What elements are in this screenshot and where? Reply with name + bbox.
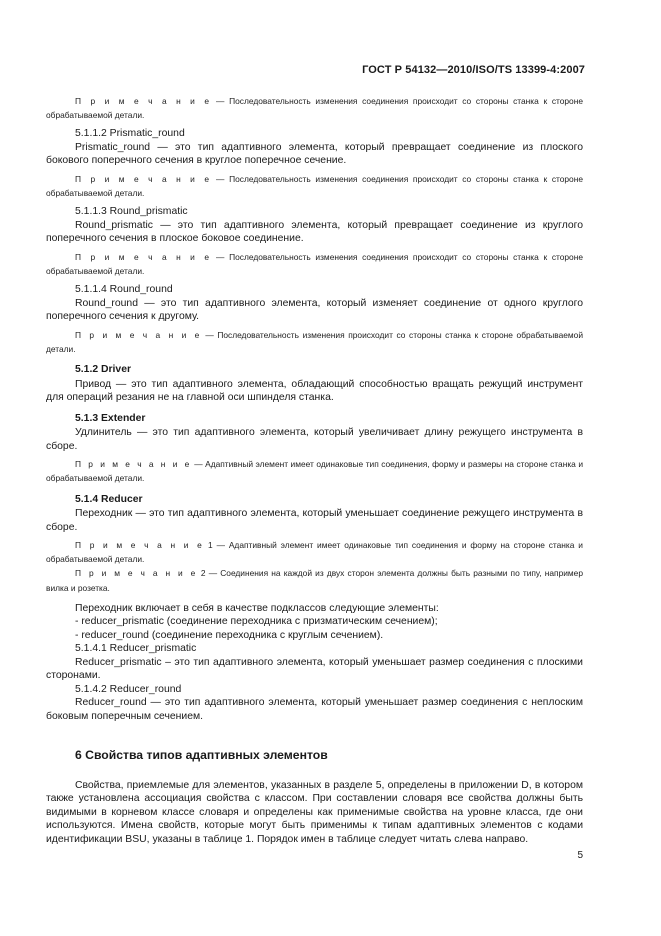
list-item: - reducer_prismatic (соединение переходника с призматическим сечением); — [75, 616, 438, 628]
section-heading: 5.1.2 Driver — [75, 364, 132, 376]
section-heading: 5.1.1.4 Round_round — [75, 284, 173, 296]
paragraph: Свойства, приемлемые для элементов, указанных в разделе 5, определены в приложении D, в котором также установлена ассоциация свойства с классом. При составлении словаря все свойства должны быть видимыми в корневом классе словаря и определены как применимые свойства на уровне класса, где они используются. Имена свойств, которые могут быть применимы к типам адаптивных элементов с кодами идентификации BSU, указаны в таблице 1. Порядок имен в таблице следует читать слева направо. — [46, 779, 583, 845]
note-label: П р и м е ч а н и е — [75, 568, 198, 579]
section-heading: 5.1.1.3 Round_prismatic — [75, 206, 188, 218]
note: П р и м е ч а н и е — Последовательность изменения происходит со стороны станка к стороне обрабатываемой детали. — [46, 329, 584, 354]
section-heading: 5.1.4.2 Reducer_round — [75, 683, 182, 695]
paragraph: Prismatic_round — это тип адаптивного элемента, который превращает соединение из плоского бокового поперечного сечения в круглое поперечное сечение. — [46, 141, 583, 167]
note: П р и м е ч а н и е — Адаптивный элемент имеет одинаковые тип соединения, форму и размеры на стороне станка и обрабатываемой детали. — [46, 459, 584, 484]
note-text: Последовательность изменения происходит со стороны станка к стороне обрабатываемой детали. — [46, 329, 584, 354]
note-text: Адаптивный элемент имеет одинаковые тип соединения и форму на стороне станка и обрабатываемой детали. — [46, 540, 583, 565]
section-heading: 5.1.3 Extender — [75, 412, 146, 424]
section-heading: 5.1.1.2 Prismatic_round — [75, 128, 185, 140]
note-label: П р и м е ч а н и е — [75, 173, 212, 184]
subclass-list — [46, 615, 583, 642]
paragraph: Привод — это тип адаптивного элемента, обладающий способностью вращать режущий инструмент для операций резания не на главной оси шпинделя станка. — [46, 378, 583, 404]
paragraph: Round_round — это тип адаптивного элемента, который изменяет соединение от одного круглого поперечного сечения к другому. — [46, 297, 583, 323]
page-number: 5 — [577, 850, 583, 861]
note-number: 2 — [197, 568, 206, 579]
section-heading: 5.1.4 Reducer — [75, 493, 143, 505]
paragraph: Reducer_round — это тип адаптивного элемента, который уменьшает размер соединения с неплоским боковым поперечным сечением. — [46, 697, 583, 722]
note-text: Последовательность изменения соединения происходит со стороны станка к стороне обрабатываемой детали. — [46, 251, 583, 277]
page-content — [46, 94, 583, 846]
paragraph: Reducer_prismatic – это тип адаптивного элемента, который уменьшает размер соединения с плоскими сторонами. — [46, 656, 583, 682]
section-heading: 6 Свойства типов адаптивных элементов — [75, 748, 328, 763]
section-heading: 5.1.4.1 Reducer_prismatic — [75, 643, 197, 655]
note-text: Последовательность изменения соединения происходит со стороны станка к стороне обрабатываемой детали. — [46, 96, 583, 121]
note-text: Соединения на каждой из двух сторон элемента должны быть разными по типу, например вилка и розетка. — [46, 568, 583, 593]
note: П р и м е ч а н и е — Последовательность изменения соединения происходит со стороны станка к стороне обрабатываемой детали. — [46, 96, 583, 121]
note-label: П р и м е ч а н и е — [75, 96, 212, 106]
note-text: Последовательность изменения соединения происходит со стороны станка к стороне обрабатываемой детали. — [46, 173, 583, 199]
note-label: П р и м е ч а н и е — [75, 540, 205, 551]
note: П р и м е ч а н и е — Последовательность изменения соединения происходит со стороны станка к стороне обрабатываемой детали. — [46, 251, 583, 277]
paragraph: Round_prismatic — это тип адаптивного элемента, который превращает соединение из круглого поперечного сечения в плоское боковое соединение. — [46, 219, 583, 245]
note: П р и м е ч а н и е — Последовательность изменения соединения происходит со стороны станка к стороне обрабатываемой детали. — [46, 173, 583, 199]
paragraph: Переходник включает в себя в качестве подклассов следующие элементы: — [75, 602, 439, 614]
note-label: П р и м е ч а н и е — [75, 459, 192, 470]
note-label: П р и м е ч а н и е — [75, 251, 212, 262]
standard-header: ГОСТ Р 54132—2010/ISO/TS 13399-4:2007 — [362, 64, 585, 76]
note-label: П р и м е ч а н и е — [75, 329, 202, 340]
note: П р и м е ч а н и е 1 — Адаптивный элемент имеет одинаковые тип соединения и форму на стороне станка и обрабатываемой детали. — [46, 540, 583, 565]
paragraph: Переходник — это тип адаптивного элемента, который уменьшает соединение режущего инструмента в сборе. — [46, 508, 583, 533]
list-item: - reducer_round (соединение переходника с круглым сечением). — [75, 629, 384, 641]
note-number: 1 — [204, 540, 213, 551]
note: П р и м е ч а н и е 2 — Соединения на каждой из двух сторон элемента должны быть разными по типу, например вилка и розетка. — [46, 568, 583, 593]
note-text: Адаптивный элемент имеет одинаковые тип соединения, форму и размеры на стороне станка и обрабатываемой детали. — [46, 459, 584, 484]
paragraph: Удлинитель — это тип адаптивного элемента, который увеличивает длину режущего инструмента в сборе. — [46, 427, 583, 452]
